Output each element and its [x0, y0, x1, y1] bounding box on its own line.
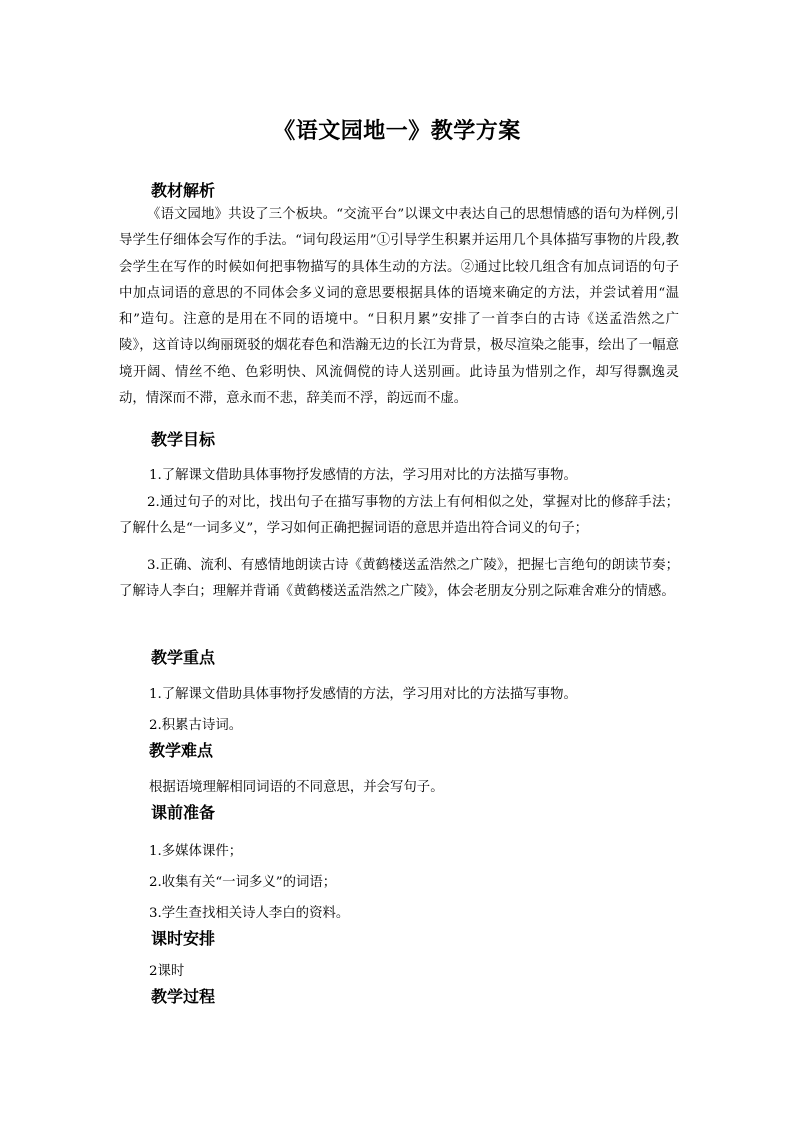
key-point-item-1: 1.了解课文借助具体事物抒发感情的方法，学习用对比的方法描写事物。 — [149, 687, 577, 702]
preparation-item-1: 1.多媒体课件； — [149, 844, 243, 859]
goal-item-2: 2.通过句子的对比，找出句子在描写事物的方法上有何相似之处，掌握对比的修辞手法；了解什么是“一词多义”，学习如何正确把握词语的意思并造出符合词义的句子； — [119, 495, 679, 537]
section-heading-preparation: 课前准备 — [151, 803, 216, 822]
schedule-text: 2课时 — [149, 964, 185, 979]
section-heading-process: 教学过程 — [151, 987, 216, 1006]
preparation-item-3: 3.学生查找相关诗人李白的资料。 — [149, 906, 350, 921]
section-heading-goals: 教学目标 — [151, 430, 216, 449]
preparation-item-2: 2.收集有关“一词多义”的词语； — [149, 875, 337, 890]
goal-item-3: 3.正确、流利、有感情地朗读古诗《黄鹤楼送孟浩然之广陵》，把握七言绝句的朗读节奏；了解诗人李白；理解并背诵《黄鹤楼送孟浩然之广陵》，体会老朋友分别之际难舍难分的情感。 — [119, 558, 679, 600]
analysis-paragraph: 《语文园地》共设了三个板块。“交流平台”以课文中表达自己的思想情感的语句为样例,引导学生仔细体会写作的手法。“词句段运用”①引导学生积累并运用几个具体描写事物的片段,教会学生在写作的时候如何把事物描写的具体生动的方法。②通过比较几组含有加点词语的句子中加点词语的意思的不同体会多义词的意思要根据具体的语境来确定的方法，并尝试着用“温和”造句。注意的是用在不同的语境中。“日积月累”安排了一首李白的古诗《送孟浩然之广陵》，这首诗以绚丽斑驳的烟花春色和浩瀚无边的长江为背景，极尽渲染之能事，绘出了一幅意境开阔、情丝不绝、色彩明快、风流倜傥的诗人送别画。此诗虽为惜别之作，却写得飘逸灵动，情深而不滞，意永而不悲，辞美而不浮，韵远而不虚。 — [119, 207, 679, 407]
section-heading-difficulties: 教学难点 — [149, 741, 214, 760]
section-heading-key-points: 教学重点 — [151, 648, 216, 667]
section-heading-analysis: 教材解析 — [151, 181, 216, 200]
goal-item-1: 1.了解课文借助具体事物抒发感情的方法，学习用对比的方法描写事物。 — [149, 468, 577, 483]
section-heading-schedule: 课时安排 — [151, 929, 216, 948]
document-title: 《语文园地一》教学方案 — [273, 118, 521, 144]
difficulties-text: 根据语境理解相同词语的不同意思，并会写句子。 — [149, 780, 444, 795]
key-point-item-2: 2.积累古诗词。 — [149, 718, 243, 733]
